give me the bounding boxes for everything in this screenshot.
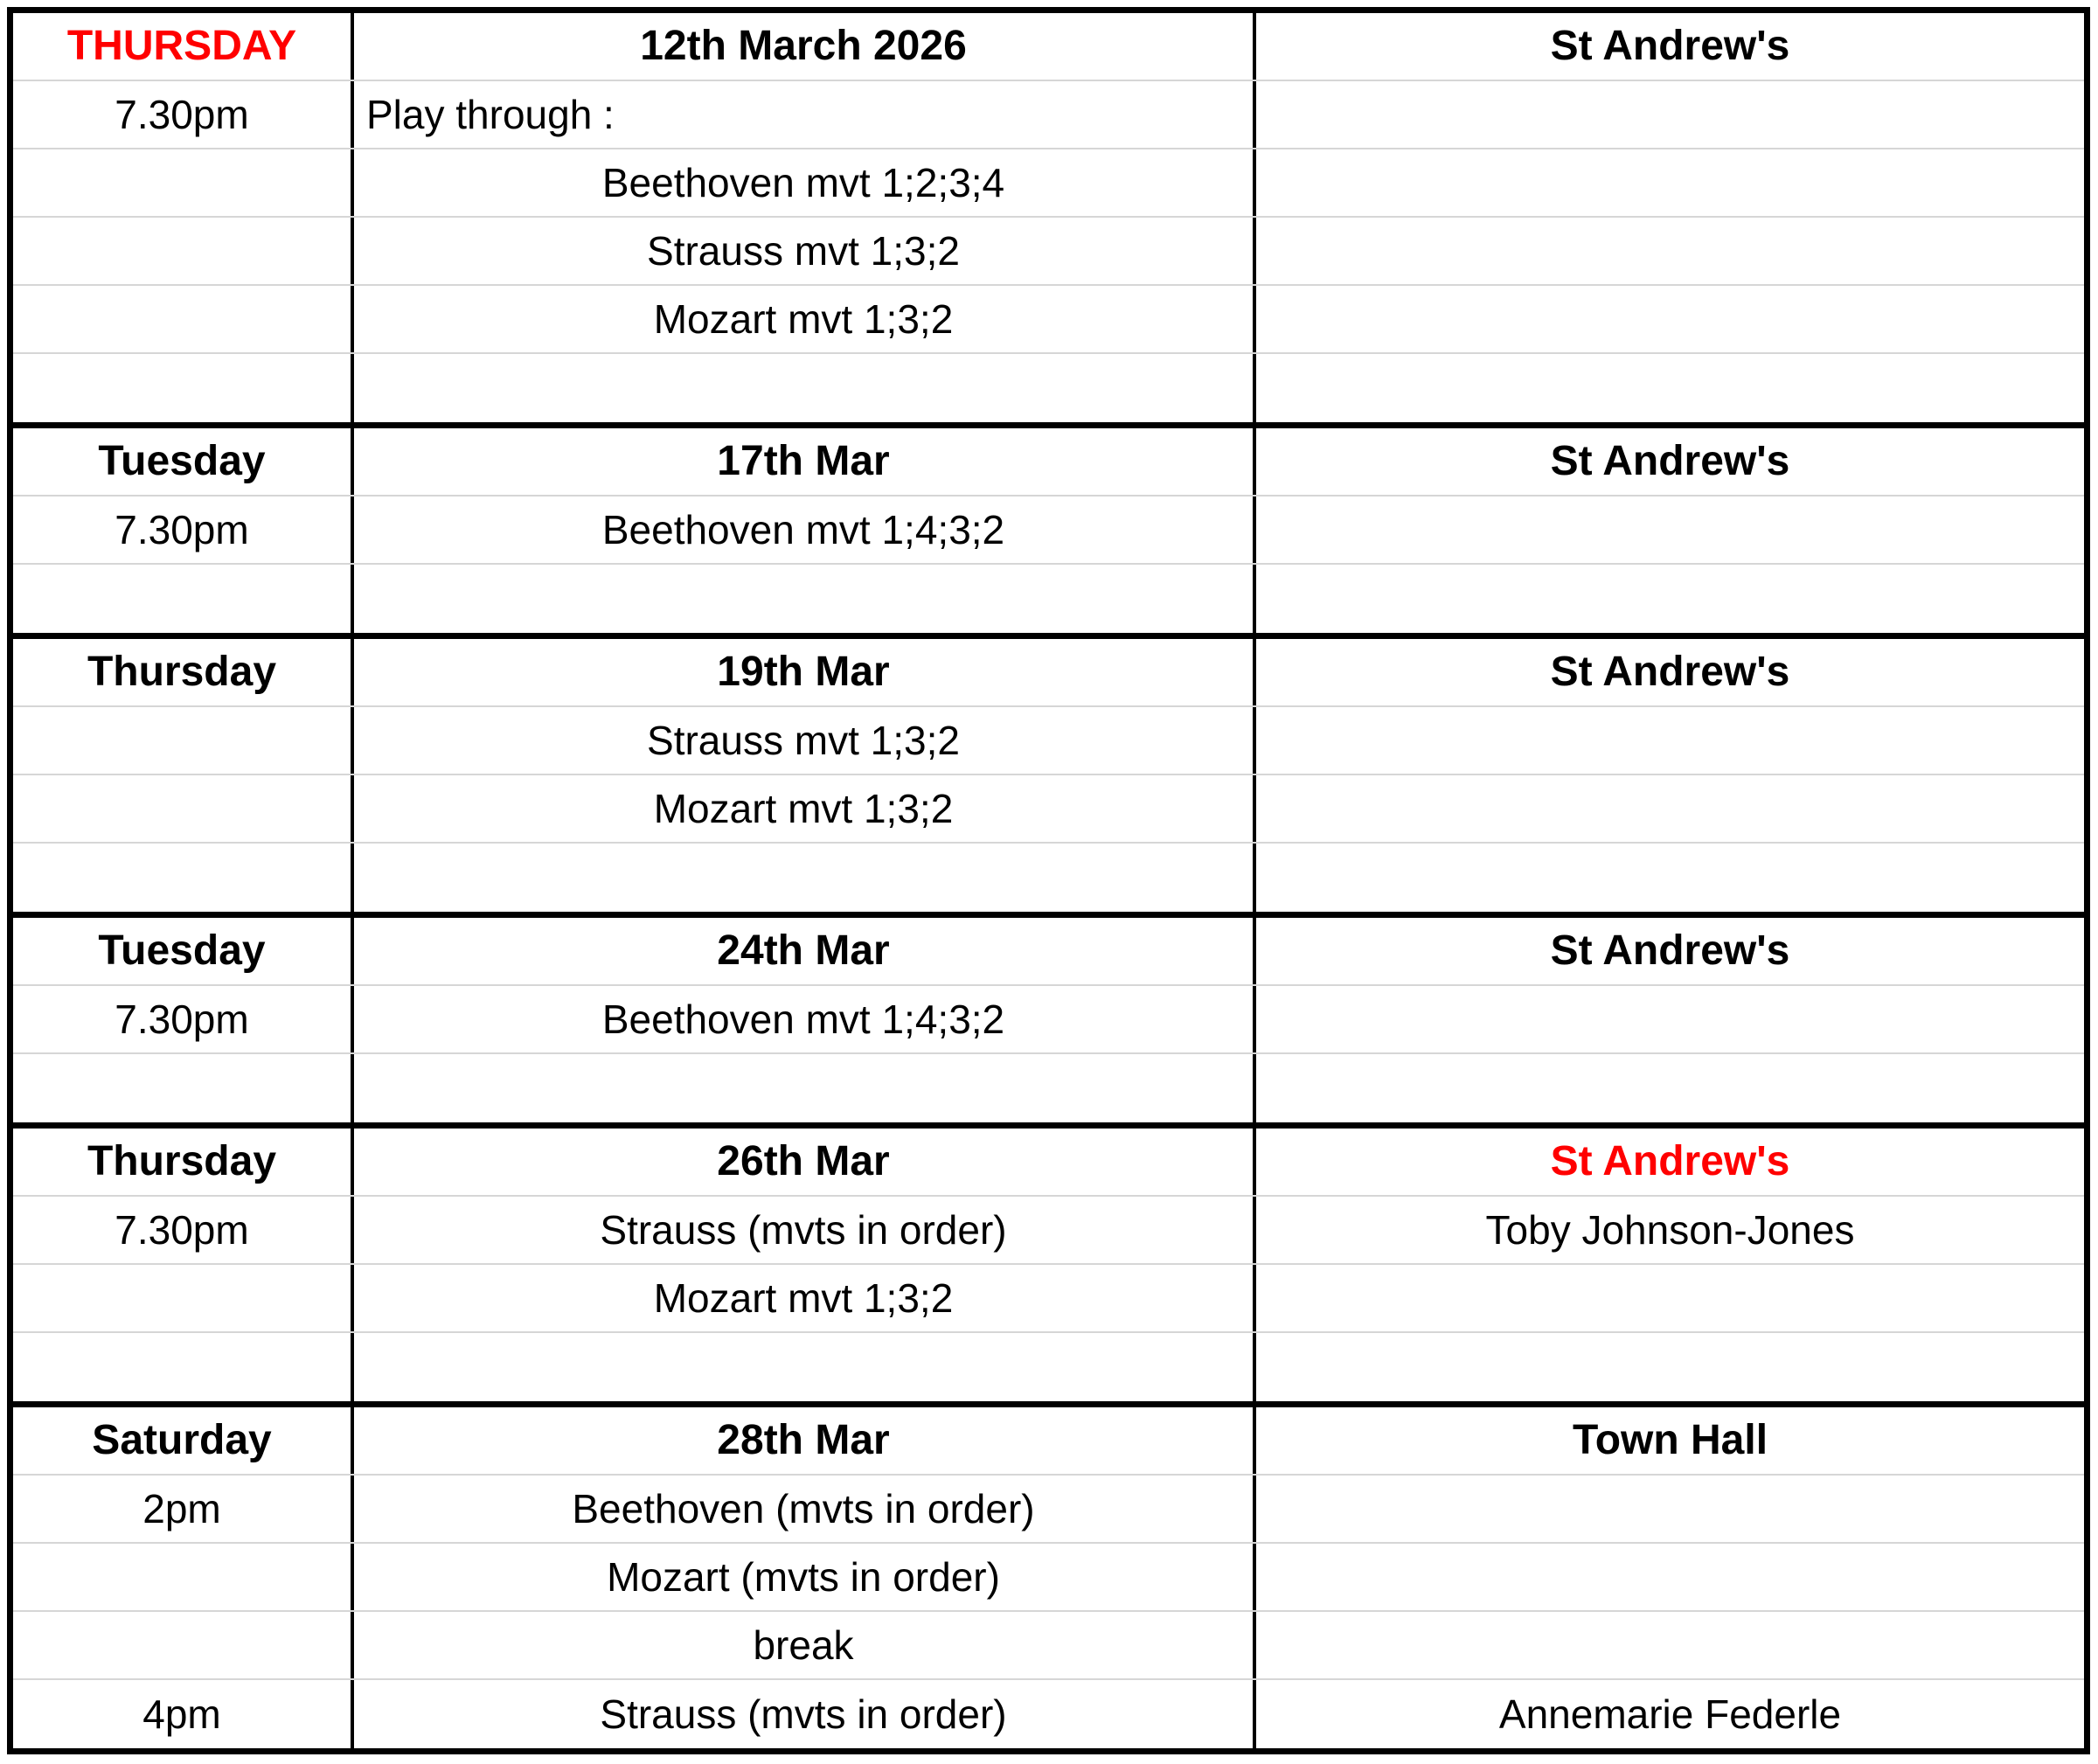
session-block-4 [13,912,2084,1122]
table-row [13,1612,2084,1680]
day-time-cell: 7.30pm [13,497,354,563]
session-block-6 [13,1401,2084,1748]
day-time-cell: 7.30pm [13,1197,354,1263]
session-block-2 [13,422,2084,633]
programme-cell: Beethoven mvt 1;2;3;4 [354,149,1256,216]
venue-cell [1256,1265,2084,1331]
day-time-cell [13,354,354,422]
programme-cell: Mozart mvt 1;3;2 [354,775,1256,842]
programme-cell: Strauss mvt 1;3;2 [354,218,1256,284]
day-time-cell [13,1544,354,1610]
programme-cell: Strauss (mvts in order) [354,1680,1256,1748]
programme-cell: break [354,1612,1256,1678]
programme-cell: Beethoven (mvts in order) [354,1476,1256,1542]
venue-cell: St Andrew's [1550,1138,1790,1184]
day-time-cell [13,1054,354,1122]
venue-cell [1256,1544,2084,1610]
day-time-cell [13,1333,354,1401]
programme-cell: 19th Mar [354,639,1256,705]
venue-cell [1256,844,2084,912]
table-row [13,1476,2084,1544]
table-row [13,844,2084,912]
day-time-cell: Thursday [13,639,354,705]
programme-cell: Beethoven mvt 1;4;3;2 [354,986,1256,1052]
table-row [13,428,2084,497]
session-block-3 [13,633,2084,912]
programme-cell: 24th Mar [354,918,1256,984]
day-time-cell: THURSDAY [13,13,354,80]
programme-cell: 17th Mar [354,428,1256,495]
venue-cell [1256,1476,2084,1542]
venue-cell [1256,1333,2084,1401]
venue-cell: Toby Johnson-Jones [1485,1207,1855,1253]
venue-cell [1256,1054,2084,1122]
programme-cell [354,565,1256,633]
day-time-cell [13,286,354,352]
venue-cell: St Andrew's [1550,23,1790,69]
venue-cell [1256,1612,2084,1678]
day-time-cell [13,707,354,774]
table-row [13,1129,2084,1197]
programme-cell: 12th March 2026 [354,13,1256,80]
table-row [13,639,2084,707]
day-time-cell: 7.30pm [13,986,354,1052]
day-time-cell: Tuesday [13,428,354,495]
session-block-1 [13,13,2084,422]
venue-cell: St Andrew's [1550,927,1790,974]
programme-cell [354,1333,1256,1401]
table-row [13,354,2084,422]
day-time-cell [13,149,354,216]
programme-cell: 26th Mar [354,1129,1256,1195]
day-time-cell: 4pm [13,1680,354,1748]
programme-cell: Strauss (mvts in order) [354,1197,1256,1263]
programme-cell [354,1054,1256,1122]
table-row [13,1407,2084,1476]
table-row [13,218,2084,286]
day-time-cell [13,1612,354,1678]
day-time-cell: Saturday [13,1407,354,1474]
programme-cell: Mozart mvt 1;3;2 [354,286,1256,352]
day-time-cell [13,844,354,912]
table-row [13,497,2084,565]
programme-cell: Mozart (mvts in order) [354,1544,1256,1610]
table-row [13,775,2084,844]
table-row [13,1054,2084,1122]
programme-cell: Mozart mvt 1;3;2 [354,1265,1256,1331]
programme-cell [354,844,1256,912]
session-block-5 [13,1122,2084,1401]
venue-cell: Annemarie Federle [1498,1691,1842,1737]
day-time-cell [13,565,354,633]
programme-cell: Play through : [354,81,1256,148]
venue-cell: Town Hall [1572,1417,1768,1463]
venue-cell [1256,775,2084,842]
venue-cell: St Andrew's [1550,438,1790,484]
venue-cell [1256,218,2084,284]
table-row [13,986,2084,1054]
programme-cell [354,354,1256,422]
venue-cell [1256,565,2084,633]
day-time-cell [13,1265,354,1331]
programme-cell: Strauss mvt 1;3;2 [354,707,1256,774]
table-row [13,1333,2084,1401]
venue-cell [1256,497,2084,563]
table-row [13,918,2084,986]
table-row [13,13,2084,81]
day-time-cell [13,218,354,284]
table-row [13,1265,2084,1333]
table-row [13,1544,2084,1612]
table-row [13,81,2084,149]
venue-cell [1256,286,2084,352]
table-row [13,565,2084,633]
table-row [13,286,2084,354]
venue-cell [1256,149,2084,216]
venue-cell: St Andrew's [1550,649,1790,695]
day-time-cell: Tuesday [13,918,354,984]
table-row [13,1680,2084,1748]
programme-cell: 28th Mar [354,1407,1256,1474]
venue-cell [1256,986,2084,1052]
day-time-cell: 7.30pm [13,81,354,148]
day-time-cell: Thursday [13,1129,354,1195]
day-time-cell: 2pm [13,1476,354,1542]
programme-cell: Beethoven mvt 1;4;3;2 [354,497,1256,563]
venue-cell [1256,354,2084,422]
schedule-table [7,7,2090,1754]
table-row [13,707,2084,775]
venue-cell [1256,707,2084,774]
table-row [13,1197,2084,1265]
day-time-cell [13,775,354,842]
venue-cell [1256,81,2084,148]
table-row [13,149,2084,218]
